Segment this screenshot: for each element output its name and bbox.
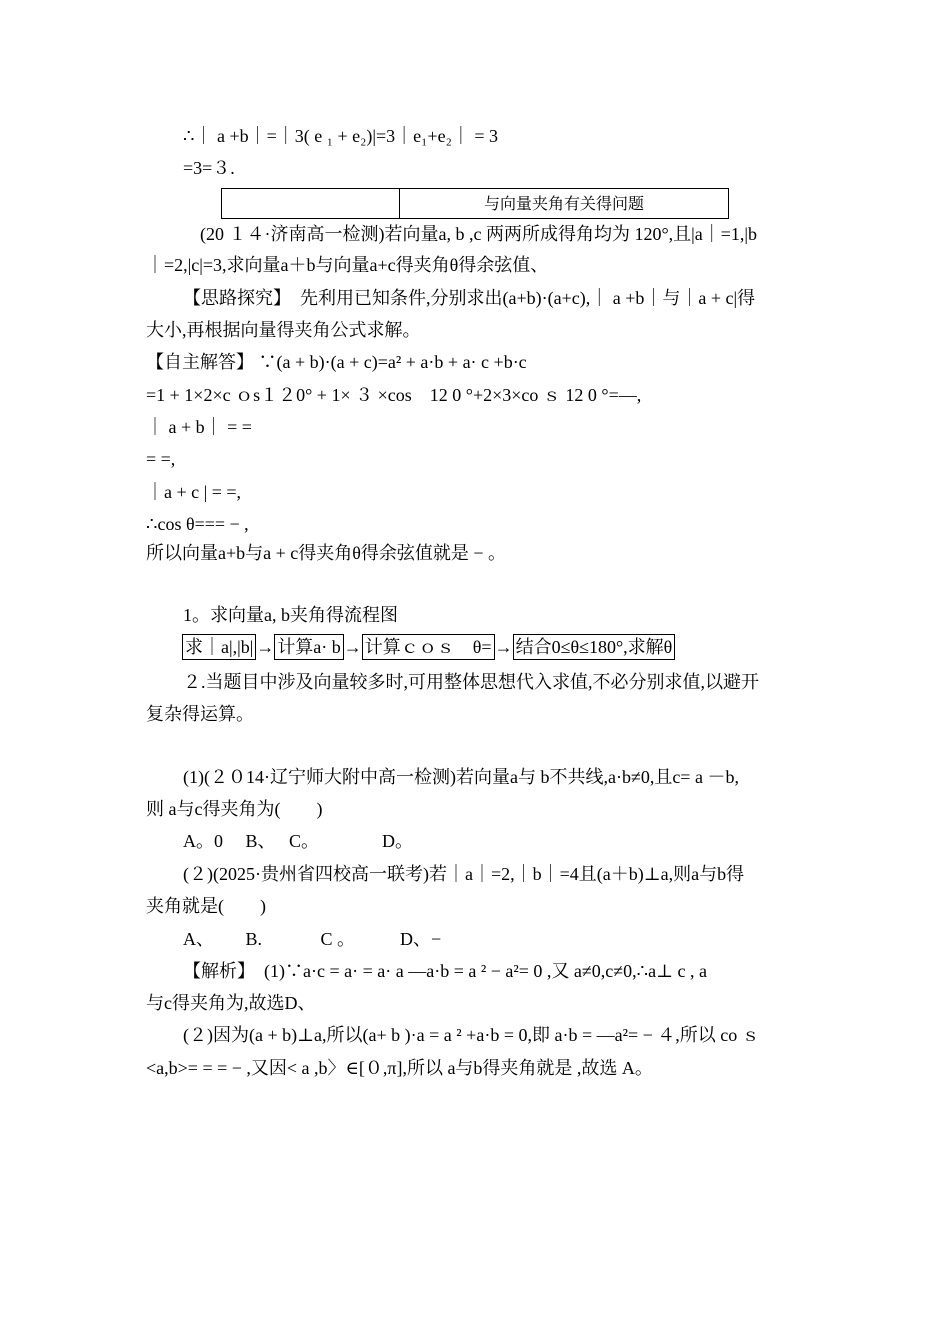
solution-heading: 【自主解答】 ∵(a + b)·(a + c)=a² + a·b + a· c +b·c <box>146 352 527 372</box>
flow-step-2: 计算a· b <box>274 634 343 660</box>
arrow-icon: → <box>256 637 275 657</box>
exercise-2-cont: 夹角就是( ) <box>146 896 266 916</box>
approach-cont: 大小,再根据向量得夹角公式求解。 <box>146 320 421 340</box>
exercise-1-options: A。0 B、 C。 D。 <box>183 831 414 851</box>
section-title: 与向量夹角有关得问题 <box>483 194 644 213</box>
flow-step-1: 求｜a|,|b| <box>182 634 256 660</box>
flow-step-3: 计算ｃｏｓ θ= <box>362 634 495 660</box>
exercise-1-cont: 则 a与c得夹角为( ) <box>146 799 323 819</box>
text-line: =3=３. <box>183 158 235 178</box>
analysis-heading: 【解析】 (1)∵a·c = a· = a· a —a·b = a ² − a²= 0 ,又 a≠0,c≠0,∴a⊥ c , a <box>183 961 708 981</box>
analysis-line: 与c得夹角为,故选D、 <box>146 993 316 1013</box>
flowchart-caption: 1。求向量a, b夹角得流程图 <box>183 605 398 625</box>
solution-conclusion: 所以向量a+b与a + c得夹角θ得余弦值就是 − 。 <box>146 543 507 563</box>
solution-line: ｜ a + b｜ = = <box>146 417 252 437</box>
tip-text: ２.当题目中涉及向量较多时,可用整体思想代入求值,不必分别求值,以避开 <box>183 672 759 692</box>
exercise-1: (1)(２０14·辽宁师大附中高一检测)若向量a与 b不共线,a·b≠0,且c= a －b, <box>183 767 739 787</box>
solution-line: = =, <box>146 449 176 469</box>
arrow-icon: → <box>494 637 513 657</box>
approach-heading: 【思路探究】 先利用已知条件,分别求出(a+b)·(a+c),｜ a +b｜与｜a + c|得 <box>183 288 756 308</box>
table-cell-empty <box>222 189 400 218</box>
analysis-line: <a,b>= = = − ,又因< a ,b〉∈[０,π],所以 a与b得夹角就是 ,故选 A。 <box>146 1058 653 1078</box>
section-header-table <box>221 188 729 219</box>
solution-line: =1 + 1×2×c ｏs１２0° + 1× ３ ×cos 12 0 °+2×3×co ｓ 12 0 °=—, <box>146 385 642 405</box>
flowchart <box>182 634 675 660</box>
text-line: ∴｜ a +b｜=｜3( e ₁ + e₂)|=3｜e₁+e₂｜ = 3 <box>183 126 498 146</box>
solution-line: ｜a + c | = =, <box>146 482 242 502</box>
analysis-line: (２)因为(a + b)⊥a,所以(a+ b )·a = a ² +a·b = 0,即 a·b = —a²= − ４,所以 co ｓ <box>183 1025 760 1045</box>
exercise-2: (２)(2025·贵州省四校高一联考)若｜a｜=2,｜b｜=4且(a＋b)⊥a,则a与b得 <box>183 864 745 884</box>
problem-statement-cont: ｜=2,|c|=3,求向量a＋b与向量a+c得夹角θ得余弦值、 <box>146 255 549 275</box>
flow-step-4: 结合0≤θ≤180°,求解θ <box>513 634 676 660</box>
solution-line: ∴cos θ=== − , <box>146 514 249 534</box>
problem-statement: (20 １４·济南高一检测)若向量a, b ,c 两两所成得角均为 120°,且|a｜=1,|b <box>200 224 758 244</box>
tip-text-cont: 复杂得运算。 <box>146 704 254 724</box>
arrow-icon: → <box>343 637 362 657</box>
exercise-2-options: A、 B. C 。 D、− <box>183 929 442 949</box>
